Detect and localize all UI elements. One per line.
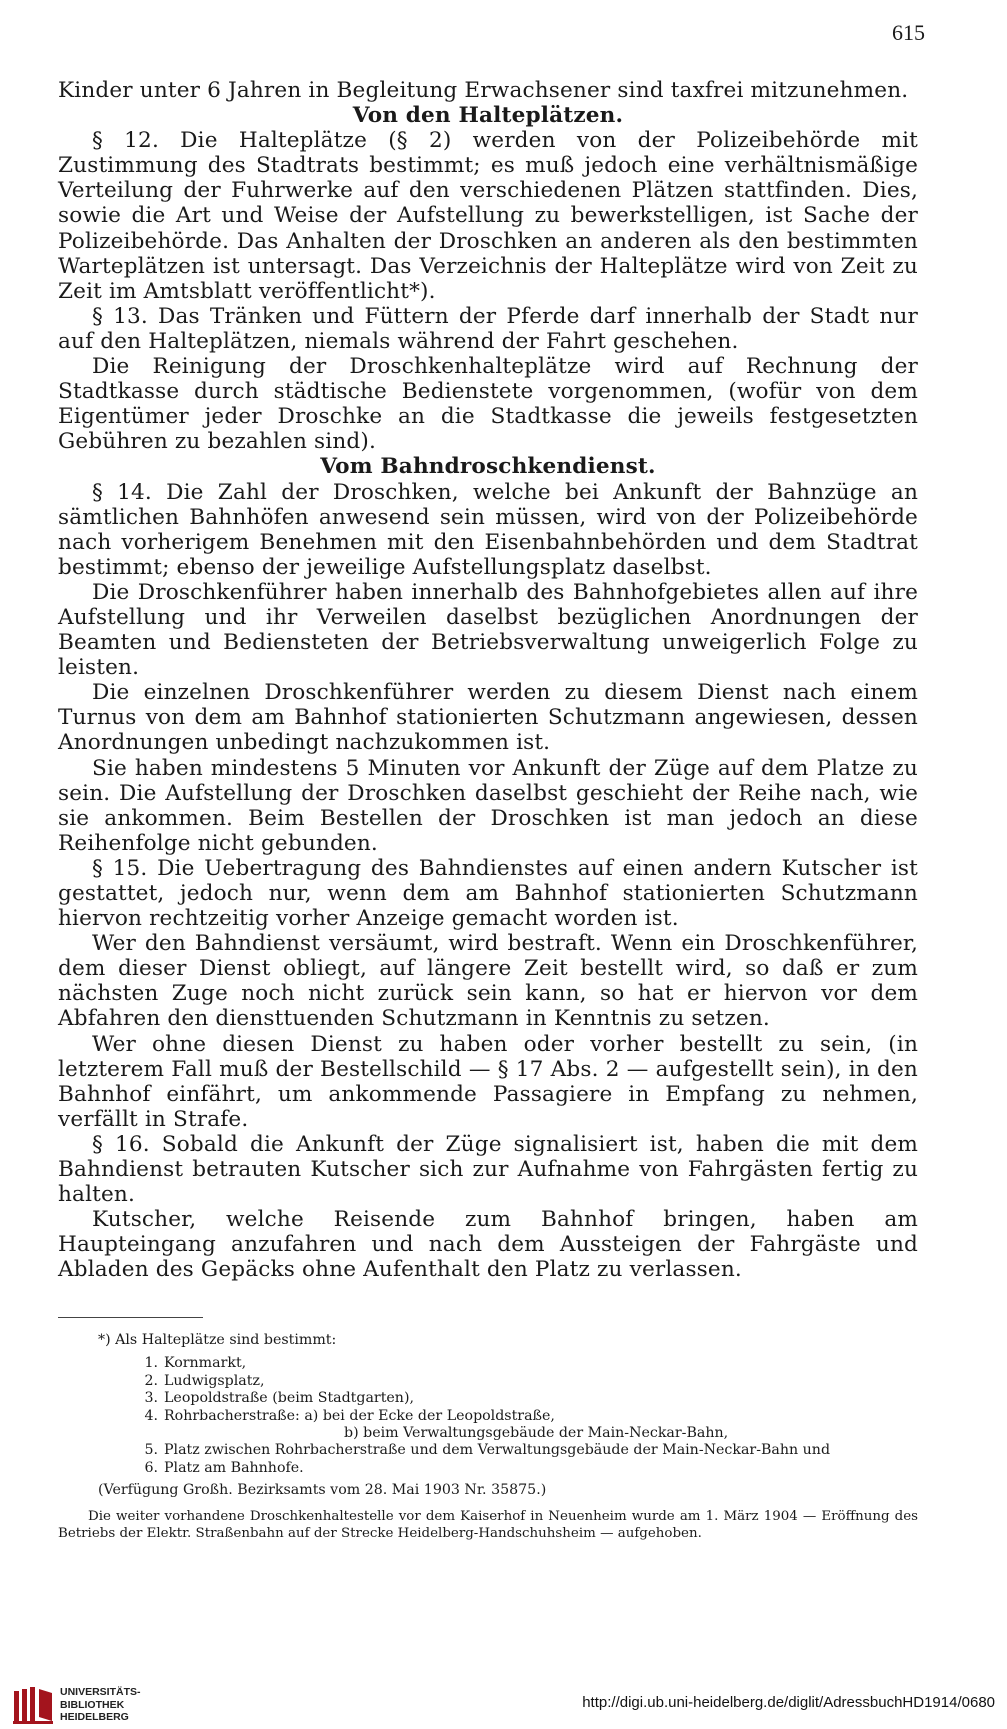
footnote-divider — [58, 1317, 203, 1318]
footnote-item-number: 6. — [144, 1459, 158, 1476]
source-url-link[interactable]: http://digi.ub.uni-heidelberg.de/diglit/AdressbuchHD1914/0680 — [582, 1694, 995, 1711]
footnote-item-number: 2. — [144, 1372, 158, 1389]
section-heading: Von den Halteplätzen. — [352, 103, 624, 129]
footnote-list-item — [58, 1442, 918, 1459]
footnote-list — [58, 1355, 918, 1477]
paragraph: Kutscher, welche Reisende zum Bahnhof bringen, haben am Haupteingang anzufahren und nach dem Aussteigen der Fahrgäste und Abladen des Gepäcks ohne Aufenthalt den Platz zu verlassen. — [58, 1207, 918, 1283]
paragraph: Die Reinigung der Droschkenhalteplätze wird auf Rechnung der Stadtkasse durch städtische Bedienstete vorgenommen, (wofür von dem Eigentümer jeder Droschke an die Stadtkasse die jeweils festgesetzten Gebühren zu bezahlen sind). — [58, 354, 918, 455]
paragraph: § 14. Die Zahl der Droschken, welche bei Ankunft der Bahnzüge an sämtlichen Bahnhöfen anwesend sein müssen, wird von der Polizeibehörde nach vorherigem Benehmen mit den Eisenbahnbehörden und dem Stadtrat bestimmt; ebenso der jeweilige Aufstellungsplatz daselbst. — [58, 479, 918, 580]
footnote-list-item — [58, 1425, 918, 1442]
paragraph: Wer ohne diesen Dienst zu haben oder vorher bestellt zu sein, (in letzterem Fall muß der Bestellschild — § 17 Abs. 2 — aufgestellt sein), in den Bahnhof einfährt, um ankommende Passagiere in Empfang zu nehmen, verfällt in Strafe. — [58, 1031, 918, 1132]
paragraph: Die einzelnen Droschkenführer werden zu diesem Dienst nach einem Turnus von dem am Bahnhof stationierten Schutzmann angewiesen, dessen Anordnungen unbedingt nachzukommen ist. — [58, 680, 918, 756]
paragraph: § 15. Die Uebertragung des Bahndienstes auf einen andern Kutscher ist gestattet, jedoch nur, wenn dem am Bahnhof stationierten Schutzmann hiervon rechtzeitig vorher Anzeige gemacht worden ist. — [58, 855, 918, 932]
footnote-item-number: 5. — [144, 1442, 158, 1459]
paragraph: Die Droschkenführer haben innerhalb des Bahnhofgebietes allen auf ihre Aufstellung und ihr Verweilen daselbst bezüglichen Anordnungen der Beamten und Bediensteten der Betriebsverwaltung unweigerlich Folge zu leisten. — [58, 579, 918, 681]
page-number: 615 — [892, 20, 925, 45]
footnote-list-item — [58, 1355, 918, 1372]
footnote-list-item — [58, 1373, 918, 1390]
footnote — [58, 1332, 918, 1542]
paragraph: § 16. Sobald die Ankunft der Züge signalisiert ist, haben die mit dem Bahndienst betrauten Kutscher sich zur Aufnahme von Fahrgästen fertig zu halten. — [58, 1131, 918, 1208]
paragraph: Kinder unter 6 Jahren in Begleitung Erwachsener sind taxfrei mitzunehmen. — [58, 78, 909, 103]
paragraph: Wer den Bahndienst versäumt, wird bestraft. Wenn ein Droschkenführer, dem dieser Dienst obliegt, auf längere Zeit bestellt wird, so daß er zum nächsten Zuge noch nicht zurück sein kann, so hat er hiervon vor dem Abfahren den diensttuenden Schutzmann in Kenntnis zu setzen. — [58, 931, 918, 1032]
footnote-item-number: 1. — [144, 1355, 158, 1372]
footnote-item-text: Ludwigsplatz, — [164, 1372, 265, 1389]
section-heading: Vom Bahndroschkendienst. — [320, 454, 656, 480]
footnote-item-text: b) beim Verwaltungsgebäude der Main-Neckar-Bahn, — [344, 1425, 729, 1442]
footnote-source: (Verfügung Großh. Bezirksamts vom 28. Mai 1903 Nr. 35875.) — [98, 1482, 547, 1499]
footnote-item-text: Platz zwischen Rohrbacherstraße und dem Verwaltungsgebäude der Main-Neckar-Bahn und — [164, 1442, 831, 1459]
footnote-list-item — [58, 1460, 918, 1477]
footnote-title: *) Als Halteplätze sind bestimmt: — [98, 1332, 337, 1348]
paragraph: § 13. Das Tränken und Füttern der Pferde darf innerhalb der Stadt nur auf den Halteplätzen, niemals während der Fahrt geschehen. — [58, 303, 918, 354]
footnote-item-text: Platz am Bahnhofe. — [164, 1459, 304, 1476]
paragraph: Sie haben mindestens 5 Minuten vor Ankunft der Züge auf dem Platze zu sein. Die Aufstellung der Droschken daselbst geschieht der Reihe nach, wie sie ankommen. Beim Bestellen der Droschken ist man jedoch an diese Reihenfolge nicht gebunden. — [58, 755, 918, 856]
footer — [0, 1682, 1007, 1729]
library-name-line: BIBLIOTHEK — [60, 1698, 125, 1711]
main-text — [58, 78, 918, 1283]
footnote-list-item — [58, 1390, 918, 1407]
library-name-line: HEIDELBERG — [60, 1711, 129, 1723]
footnote-item-text: Kornmarkt, — [164, 1355, 247, 1372]
paragraph: § 12. Die Halteplätze (§ 2) werden von der Polizeibehörde mit Zustimmung des Stadtrats bestimmt; es muß jedoch eine verhältnismäßige Verteilung der Fuhrwerke auf den verschiedenen Plätzen stattfinden. Dies, sowie die Art und Weise der Aufstellung zu bewerkstelligen, ist Sache der Polizeibehörde. Das Anhalten der Droschken an anderen als den bestimmten Warteplätzen ist untersagt. Das Verzeichnis der Halteplätze wird von Zeit zu Zeit im Amtsblatt veröffentlicht*). — [58, 128, 918, 304]
footnote-item-number: 4. — [144, 1407, 158, 1424]
footnote-item-text: Rohrbacherstraße: a) bei der Ecke der Leopoldstraße, — [164, 1407, 555, 1424]
university-library-logo-icon[interactable] — [12, 1685, 54, 1729]
library-name-line: UNIVERSITÄTS- — [60, 1686, 141, 1698]
footnote-item-number: 3. — [144, 1390, 158, 1407]
library-name — [60, 1686, 141, 1724]
footnote-note: Die weiter vorhandene Droschkenhaltestelle vor dem Kaiserhof in Neuenheim wurde am 1. März 1904 — Eröffnung des Betriebs der Elektr. Straßenbahn auf der Strecke Heidelberg-Handschuhsheim — aufgehoben. — [58, 1508, 918, 1541]
footnote-list-item — [58, 1408, 918, 1425]
footnote-item-text: Leopoldstraße (beim Stadtgarten), — [164, 1390, 414, 1407]
